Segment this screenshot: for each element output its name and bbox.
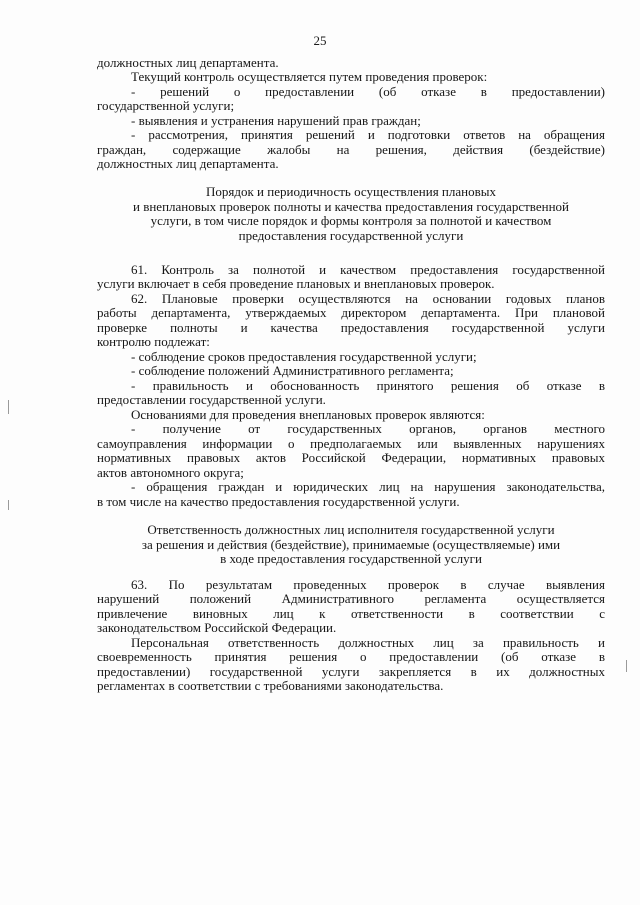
text-line: 62. Плановые проверки осуществляются на основании годовых планов — [131, 291, 605, 306]
text-line: нормативных правовых актов Российской Федерации, нормативных правовых — [97, 450, 605, 465]
text-line: Основаниями для проведения внеплановых проверок являются: — [131, 407, 485, 422]
section-heading-line: в ходе предоставления государственной услуги — [220, 551, 482, 566]
text-line: должностных лиц департамента. — [97, 156, 279, 171]
text-line: Текущий контроль осуществляется путем проведения проверок: — [131, 69, 488, 84]
text-line: 63. По результатам проведенных проверок в случае выявления — [131, 577, 605, 592]
text-line: предоставлении) государственной услуги закрепляется в их должностных — [97, 664, 605, 679]
text-line: регламентах в соответствии с требованиями законодательства. — [97, 678, 444, 693]
text-line: Персональная ответственность должностных лиц за правильность и — [131, 635, 605, 650]
text-line: - соблюдение положений Административного регламента; — [131, 363, 454, 378]
text-line: - выявления и устранения нарушений прав граждан; — [131, 113, 421, 128]
section-heading-line: предоставления государственной услуги — [238, 228, 464, 243]
section-heading-line: Ответственность должностных лиц исполнителя государственной услуги — [147, 522, 555, 537]
section-heading-line: услуги, в том числе порядок и формы контроля за полнотой и качеством — [150, 213, 552, 228]
text-line: контролю подлежат: — [97, 334, 210, 349]
section-heading-line: за решения и действия (бездействие), принимаемые (осуществляемые) ими — [141, 537, 561, 552]
page-number: 25 — [313, 33, 327, 48]
text-line: нарушений положений Административного регламента осуществляется — [97, 591, 605, 606]
text-line: привлечение виновных лиц к ответственности в соответствии с — [97, 606, 605, 621]
text-line: самоуправления информации о предполагаемых или выявленных нарушениях — [97, 436, 605, 451]
text-line: государственной услуги; — [97, 98, 235, 113]
text-line: своевременность принятия решения о предоставлении (об отказе в — [97, 649, 605, 664]
text-line: - получение от государственных органов, органов местного — [131, 421, 605, 436]
text-line: предоставлении государственной услуги. — [97, 392, 326, 407]
scan-artifact — [8, 500, 9, 510]
text-line: граждан, содержащие жалобы на решения, действия (бездействие) — [97, 142, 605, 157]
text-line: должностных лиц департамента. — [97, 55, 279, 70]
text-line: работы департамента, утверждаемых директором департамента. При плановой — [97, 305, 605, 320]
text-line: - обращения граждан и юридических лиц на нарушения законодательства, — [131, 479, 605, 494]
text-line: законодательством Российской Федерации. — [97, 620, 337, 635]
section-heading-line: Порядок и периодичность осуществления плановых — [206, 184, 496, 199]
scan-artifact — [626, 660, 627, 672]
text-line: - решений о предоставлении (об отказе в предоставлении) — [131, 84, 605, 99]
text-line: - соблюдение сроков предоставления государственной услуги; — [131, 349, 477, 364]
text-line: услуги включает в себя проведение плановых и внеплановых проверок. — [97, 276, 495, 291]
text-line: - правильность и обоснованность принятого решения об отказе в — [131, 378, 605, 393]
text-line: 61. Контроль за полнотой и качеством предоставления государственной — [131, 262, 605, 277]
text-line: актов автономного округа; — [97, 465, 244, 480]
text-line: - рассмотрения, принятия решений и подготовки ответов на обращения — [131, 127, 605, 142]
text-line: проверке полноты и качества предоставления государственной услуги — [97, 320, 605, 335]
section-heading-line: и внеплановых проверок полноты и качества предоставления государственной — [133, 199, 569, 214]
scan-artifact — [8, 400, 9, 414]
text-line: в том числе на качество предоставления государственной услуги. — [97, 494, 460, 509]
